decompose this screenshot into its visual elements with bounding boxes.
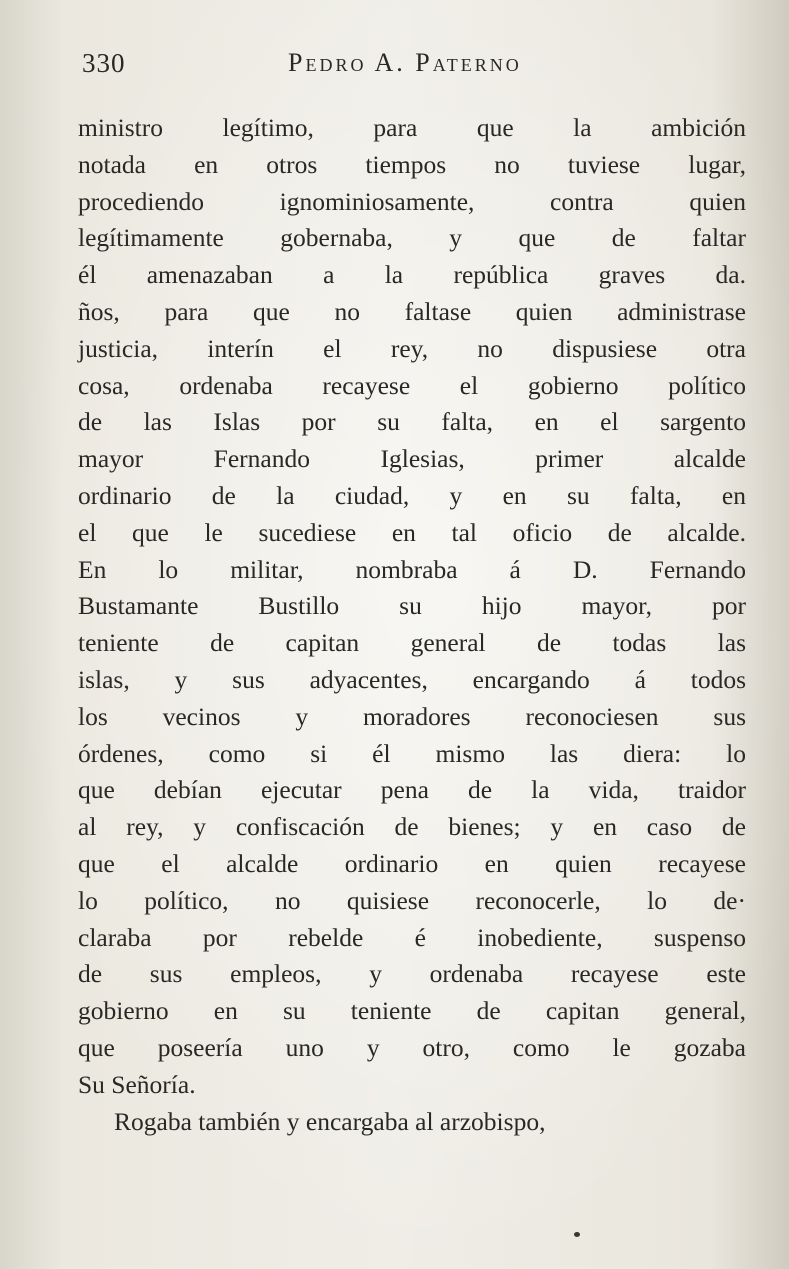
ink-speck — [574, 1232, 580, 1237]
body-text — [78, 110, 746, 1140]
text-line: ordinario de la ciudad, y en su falta, en — [78, 480, 746, 510]
text-line: que debían ejecutar pena de la vida, traidor — [78, 775, 746, 805]
text-line: Bustamante Bustillo su hijo mayor, por — [78, 591, 746, 621]
text-line: el que le sucediese en tal oficio de alcalde. — [78, 517, 746, 547]
text-line: ños, para que no faltase quien administrase — [78, 296, 746, 326]
text-line: teniente de capitan general de todas las — [78, 628, 746, 658]
text-line: ministro legítimo, para que la ambición — [78, 113, 746, 142]
text-line: legítimamente gobernaba, y que de faltar — [78, 223, 746, 253]
text-line: mayor Fernando Iglesias, primer alcalde — [78, 444, 746, 474]
text-line: procediendo ignominiosamente, contra quien — [78, 186, 746, 216]
text-line: órdenes, como si él mismo las diera: lo — [78, 738, 746, 768]
text-line: gobierno en su teniente de capitan general, — [78, 996, 746, 1026]
text-line: islas, y sus adyacentes, encargando á todos — [78, 664, 746, 694]
text-line: notada en otros tiempos no tuviese lugar, — [78, 149, 746, 179]
text-line: los vecinos y moradores reconociesen sus — [78, 701, 746, 731]
text-line: Su Señoría. — [78, 1069, 196, 1099]
text-line: En lo militar, nombraba á D. Fernando — [78, 554, 746, 584]
text-line: al rey, y confiscación de bienes; y en caso de — [78, 812, 746, 842]
text-line: de sus empleos, y ordenaba recayese este — [78, 959, 746, 989]
text-line: que poseería uno y otro, como le gozaba — [78, 1032, 746, 1062]
text-line: que el alcalde ordinario en quien recayese — [78, 848, 746, 878]
running-head: Pedro A. Paterno — [288, 48, 522, 77]
page-number: 330 — [82, 48, 126, 78]
text-line: justicia, interín el rey, no dispusiese otra — [78, 333, 746, 363]
text-line: cosa, ordenaba recayese el gobierno político — [78, 370, 746, 400]
text-line: claraba por rebelde é inobediente, suspenso — [78, 922, 746, 952]
text-line: lo político, no quisiese reconocerle, lo de· — [78, 885, 746, 915]
page-header — [82, 48, 742, 88]
text-line: de las Islas por su falta, en el sargento — [78, 407, 746, 437]
text-line: él amenazaban a la república graves da. — [78, 260, 746, 290]
text-line: Rogaba también y encargaba al arzobispo, — [114, 1106, 546, 1136]
